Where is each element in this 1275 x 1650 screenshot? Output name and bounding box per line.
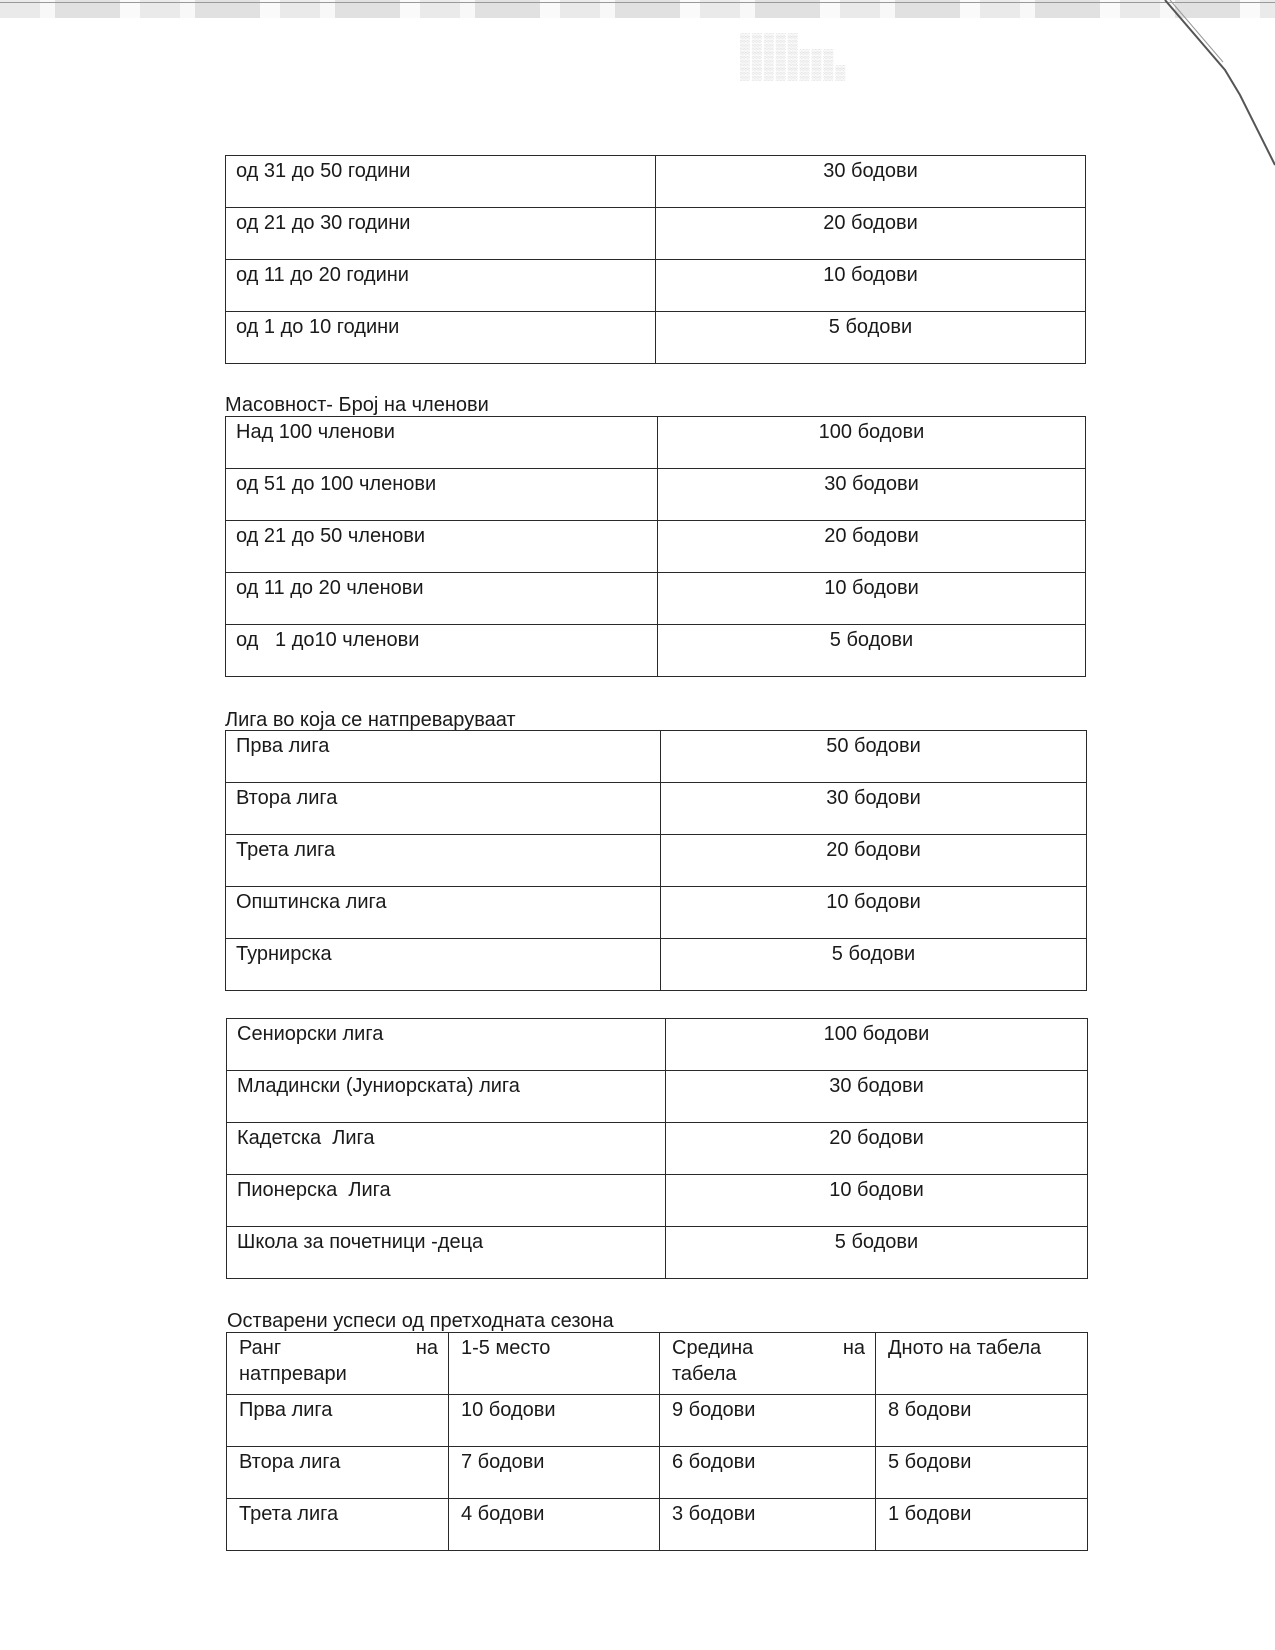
league-caption: Лига во која се натпреваруваат <box>225 709 516 731</box>
row-points: 20 бодови <box>666 1123 1088 1175</box>
table-row <box>226 731 1087 783</box>
header-rank <box>227 1333 449 1395</box>
table-row <box>226 939 1087 991</box>
row-label: Турнирска <box>226 939 661 991</box>
cell-league: Втора лига <box>227 1447 449 1499</box>
row-points: 30 бодови <box>658 469 1086 521</box>
table-row <box>226 417 1086 469</box>
table-header-row <box>227 1333 1088 1395</box>
table-row <box>226 573 1086 625</box>
header-middle-line2: табела <box>672 1363 737 1385</box>
header-rank-na: на <box>415 1337 438 1359</box>
table-row <box>227 1019 1088 1071</box>
table-row <box>227 1227 1088 1279</box>
row-label: Втора лига <box>226 783 661 835</box>
header-middle <box>660 1333 876 1395</box>
row-label: Општинска лига <box>226 887 661 939</box>
table-row <box>227 1175 1088 1227</box>
row-label: од 11 до 20 членови <box>226 573 658 625</box>
header-bottom: Дното на табела <box>876 1333 1088 1395</box>
row-points: 10 бодови <box>656 260 1086 312</box>
table-row <box>226 521 1086 573</box>
cell-bottom: 5 бодови <box>876 1447 1088 1499</box>
header-rank-word: Ранг <box>239 1337 282 1359</box>
table-row <box>226 260 1086 312</box>
header-place: 1-5 место <box>449 1333 660 1395</box>
cell-league: Прва лига <box>227 1395 449 1447</box>
row-points: 5 бодови <box>666 1227 1088 1279</box>
row-label: од 1 до 10 години <box>226 312 656 364</box>
row-points: 100 бодови <box>666 1019 1088 1071</box>
row-label: Прва лига <box>226 731 661 783</box>
row-points: 30 бодови <box>656 156 1086 208</box>
table-row <box>227 1071 1088 1123</box>
table-row <box>227 1499 1088 1551</box>
cell-top: 10 бодови <box>449 1395 660 1447</box>
table-row <box>227 1447 1088 1499</box>
row-points: 30 бодови <box>666 1071 1088 1123</box>
cell-league: Трета лига <box>227 1499 449 1551</box>
table-row <box>226 835 1087 887</box>
row-points: 5 бодови <box>658 625 1086 677</box>
cell-bottom: 8 бодови <box>876 1395 1088 1447</box>
row-points: 10 бодови <box>658 573 1086 625</box>
row-label: Кадетска Лига <box>227 1123 666 1175</box>
row-label: Трета лига <box>226 835 661 887</box>
header-middle-word: Средина <box>672 1337 754 1359</box>
table-row <box>226 156 1086 208</box>
row-points: 20 бодови <box>658 521 1086 573</box>
row-label: Школа за почетници -деца <box>227 1227 666 1279</box>
cell-middle: 6 бодови <box>660 1447 876 1499</box>
cell-middle: 9 бодови <box>660 1395 876 1447</box>
table-row <box>227 1123 1088 1175</box>
header-rank-line2: натпревари <box>239 1363 347 1385</box>
row-label: од 21 до 50 членови <box>226 521 658 573</box>
table-row <box>226 469 1086 521</box>
row-label: Сениорски лига <box>227 1019 666 1071</box>
membership-points-table <box>225 416 1086 677</box>
table-row <box>226 783 1087 835</box>
row-label: Над 100 членови <box>226 417 658 469</box>
table-row <box>226 312 1086 364</box>
table-row <box>227 1395 1088 1447</box>
row-points: 30 бодови <box>661 783 1087 835</box>
years-points-table <box>225 155 1086 364</box>
row-points: 5 бодови <box>661 939 1087 991</box>
age-league-points-table <box>226 1018 1088 1279</box>
folded-corner-mark <box>1075 0 1275 200</box>
row-label: од 21 до 30 години <box>226 208 656 260</box>
cell-top: 4 бодови <box>449 1499 660 1551</box>
header-middle-na: на <box>842 1337 865 1359</box>
cell-middle: 3 бодови <box>660 1499 876 1551</box>
table-row <box>226 625 1086 677</box>
row-label: од 11 до 20 години <box>226 260 656 312</box>
league-points-table <box>225 730 1087 991</box>
row-label: од 1 до10 членови <box>226 625 658 677</box>
row-points: 50 бодови <box>661 731 1087 783</box>
row-label: Младински (Јуниорската) лига <box>227 1071 666 1123</box>
row-points: 10 бодови <box>666 1175 1088 1227</box>
row-points: 10 бодови <box>661 887 1087 939</box>
row-label: од 51 до 100 членови <box>226 469 658 521</box>
row-points: 100 бодови <box>658 417 1086 469</box>
table-row <box>226 208 1086 260</box>
bleed-through-text: ▒▒▒▒▒ ▒▒▒▒▒▒▒▒ ▒▒▒▒▒▒▒▒▒ <box>740 32 848 80</box>
table-row <box>226 887 1087 939</box>
success-points-table <box>226 1332 1088 1551</box>
row-label: Пионерска Лига <box>227 1175 666 1227</box>
row-points: 20 бодови <box>656 208 1086 260</box>
row-points: 5 бодови <box>656 312 1086 364</box>
row-label: од 31 до 50 години <box>226 156 656 208</box>
row-points: 20 бодови <box>661 835 1087 887</box>
cell-bottom: 1 бодови <box>876 1499 1088 1551</box>
cell-top: 7 бодови <box>449 1447 660 1499</box>
membership-caption: Масовност- Број на членови <box>225 394 489 416</box>
success-caption: Остварени успеси од претходната сезона <box>227 1310 614 1332</box>
